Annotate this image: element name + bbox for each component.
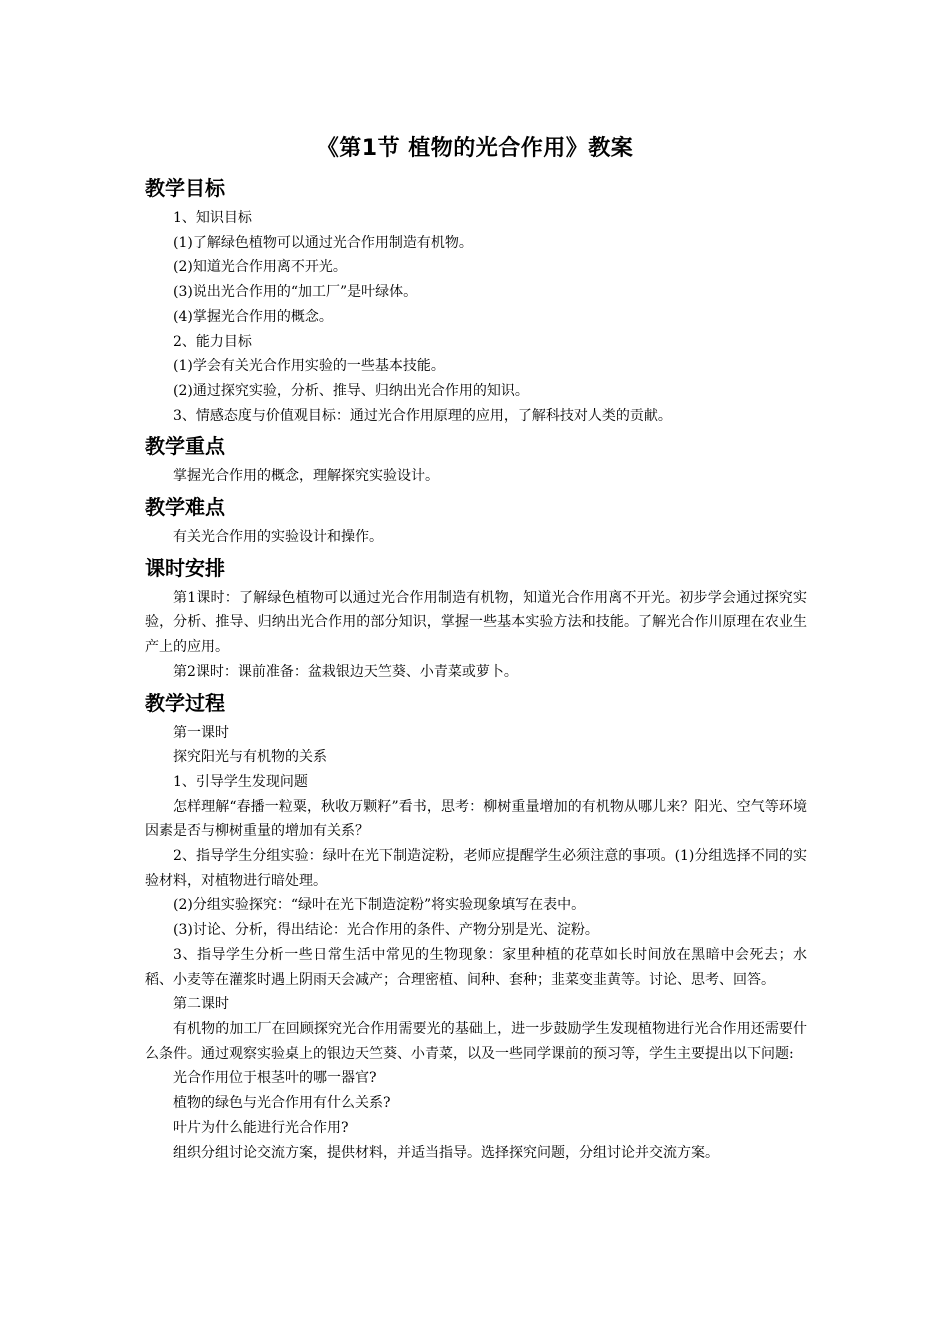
section-heading: 教学目标 — [145, 176, 225, 200]
document-title: 《第1节 植物的光合作用》教案 — [316, 136, 634, 161]
section-heading: 教学过程 — [145, 690, 225, 715]
paragraph: 叶片为什么能进行光合作用? — [173, 1119, 349, 1136]
section-heading: 课时安排 — [145, 555, 225, 580]
paragraph: 第2课时：课前准备：盆栽银边天竺葵、小青菜或萝卜。 — [173, 663, 518, 680]
paragraph: 3、情感态度与价值观目标：通过光合作用原理的应用，了解科技对人类的贡献。 — [173, 407, 672, 424]
paragraph: 2、能力目标 — [173, 333, 252, 350]
paragraph: (3)讨论、分析，得出结论：光合作用的条件、产物分别是光、淀粉。 — [173, 922, 599, 939]
paragraph: 3、指导学生分析一些日常生活中常见的生物现象：家里种植的花草如长时间放在黑暗中会死去；水稻、小麦等在灌浆时遇上阴雨天会减产；合理密植、间种、套种；韭菜变韭黄等。讨论、思考、回答。 — [145, 946, 807, 988]
paragraph: (3)说出光合作用的“加工厂”是叶绿体。 — [173, 284, 418, 301]
section-teaching-objectives — [145, 176, 807, 428]
section-heading: 教学重点 — [145, 434, 225, 459]
paragraph: 有关光合作用的实验设计和操作。 — [173, 529, 383, 546]
paragraph: 1、引导学生发现问题 — [173, 773, 308, 790]
section-teaching-process — [145, 691, 807, 1166]
paragraph: (2)分组实验探究：“绿叶在光下制造淀粉”将实验现象填写在表中。 — [173, 897, 586, 914]
paragraph: 2、指导学生分组实验：绿叶在光下制造淀粉，老师应提醒学生必须注意的事项。(1)分组选择不同的实验材料，对植物进行暗处理。 — [145, 848, 807, 889]
document-body — [145, 170, 807, 1165]
paragraph: (4)掌握光合作用的概念。 — [173, 308, 333, 325]
paragraph: 有机物的加工厂在回顾探究光合作用需要光的基础上，进一步鼓励学生发现植物进行光合作用还需要什么条件。通过观察实验桌上的银边天竺葵、小青菜，以及一些同学课前的预习等，学生主要提出以下问题: — [145, 1020, 807, 1062]
paragraph: 掌握光合作用的概念，理解探究实验设计。 — [173, 468, 439, 485]
paragraph: 光合作用位于根茎叶的哪一器官? — [173, 1070, 377, 1087]
paragraph: 1、知识目标 — [173, 210, 252, 226]
section-teaching-difficulty — [145, 495, 807, 550]
paragraph: 怎样理解“春播一粒粟，秋收万颗籽”看书，思考：柳树重量增加的有机物从哪儿来？阳光、空气等环境因素是否与柳树重量的增加有关系？ — [145, 798, 807, 840]
paragraph: (1)了解绿色植物可以通过光合作用制造有机物。 — [173, 234, 473, 251]
section-schedule — [145, 556, 807, 685]
paragraph: 第1课时：了解绿色植物可以通过光合作用制造有机物，知道光合作用离不开光。初步学会通过探究实验，分析、推导、归纳出光合作用的部分知识，掌握一些基本实验方法和技能。了解光合作川原理在农业生产上的应用。 — [145, 589, 807, 656]
paragraph: (1)学会有关光合作用实验的一些基本技能。 — [173, 358, 445, 375]
paragraph: 探究阳光与有机物的关系 — [173, 749, 327, 766]
section-heading: 教学难点 — [145, 495, 225, 520]
paragraph: 第一课时 — [173, 724, 229, 741]
paragraph: 植物的绿色与光合作用有什么关系? — [173, 1095, 391, 1112]
section-teaching-focus — [145, 434, 807, 489]
paragraph: (2)知道光合作用离不开光。 — [173, 259, 347, 276]
paragraph: 第二课时 — [173, 996, 229, 1013]
paragraph: 组织分组讨论交流方案，提供材料，并适当指导。选择探究问题，分组讨论并交流方案。 — [173, 1144, 719, 1161]
paragraph: (2)通过探究实验，分析、推导、归纳出光合作用的知识。 — [173, 382, 529, 399]
